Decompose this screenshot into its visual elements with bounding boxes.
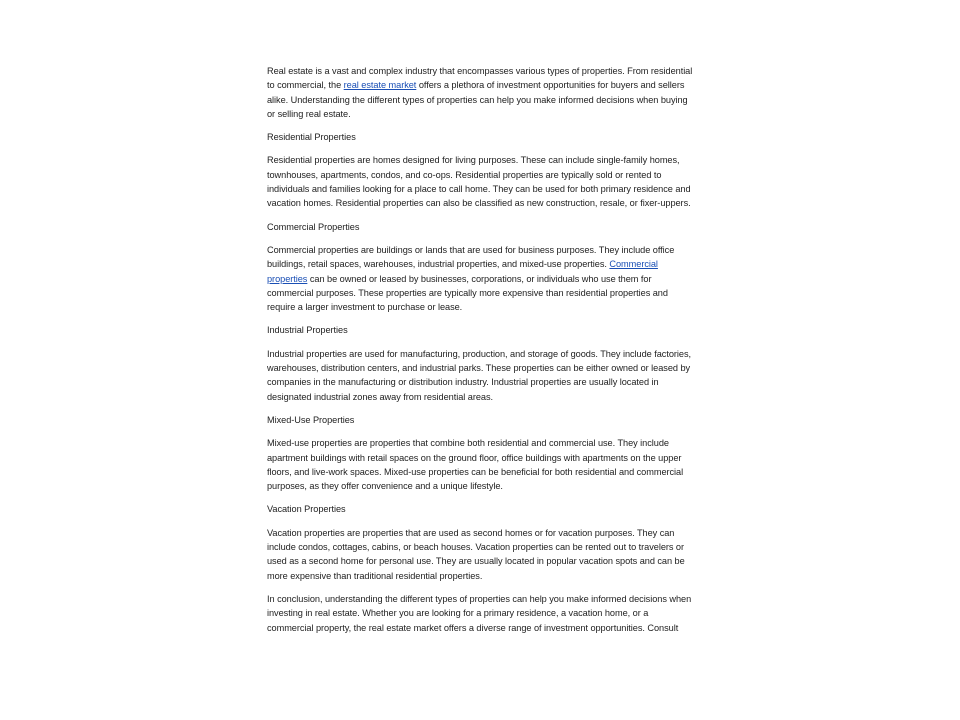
commercial-paragraph xyxy=(267,243,695,314)
industrial-paragraph: Industrial properties are used for manufacturing, production, and storage of goods. They include factories, warehouses, distribution centers, and industrial parks. These properties can be either owned or leased by companies in the manufacturing or distribution industry. Industrial properties are usually located in designated industrial zones away from residential areas. xyxy=(267,348,691,402)
commercial-text-before: Commercial properties are buildings or lands that are used for business purposes. They include office buildings, retail spaces, warehouses, industrial properties, and mixed-use properties. xyxy=(267,244,675,270)
real-estate-market-link[interactable]: real estate market xyxy=(343,80,417,91)
conclusion-paragraph: In conclusion, understanding the different types of properties can help you make informed decisions when investing in real estate. Whether you are looking for a primary residence, a vacation home, or a commercial property, the real estate market offers a diverse range of investment opportunities. Consult xyxy=(267,593,692,633)
residential-heading: Residential Properties xyxy=(267,132,356,143)
intro-text-after: offers a plethora of investment opportunities for buyers and sellers alike. Understanding the different types of properties can help you make informed decisions when buying or selling real estate. xyxy=(267,80,688,119)
vacation-heading: Vacation Properties xyxy=(267,504,346,515)
commercial-heading: Commercial Properties xyxy=(267,221,360,232)
vacation-paragraph: Vacation properties are properties that are used as second homes or for vacation purposes. They can include condos, cottages, cabins, or beach houses. Vacation properties can be rented out to travelers or used as a second home for personal use. They are usually located in popular vacation spots and can be more expensive than traditional residential properties. xyxy=(267,527,685,581)
intro-paragraph xyxy=(267,64,695,121)
intro-text-before: Real estate is a vast and complex industry that encompasses various types of properties. From residential to commercial, the xyxy=(267,66,693,91)
mixed-use-paragraph: Mixed-use properties are properties that combine both residential and commercial use. They include apartment buildings with retail spaces on the ground floor, office buildings with apartments on the upper floors, and live-work spaces. Mixed-use properties can be beneficial for both residential and commercial purposes, as they offer convenience and a unique lifestyle. xyxy=(267,438,684,492)
industrial-heading: Industrial Properties xyxy=(267,325,348,336)
commercial-text-after: can be owned or leased by businesses, corporations, or individuals who use them for commercial purposes. These properties are typically more expensive than residential properties and require a larger investment to purchase or lease. xyxy=(267,273,668,313)
residential-paragraph: Residential properties are homes designed for living purposes. These can include single-family homes, townhouses, apartments, condos, and co-ops. Residential properties are typically sold or rented to individuals and families looking for a place to call home. They can be used for both primary residence and vacation homes. Residential properties can also be classified as new construction, resale, or fixer-uppers. xyxy=(267,155,691,209)
mixed-use-heading: Mixed-Use Properties xyxy=(267,414,355,425)
document-page xyxy=(267,64,695,644)
commercial-properties-link[interactable]: Commercial properties xyxy=(267,259,658,284)
